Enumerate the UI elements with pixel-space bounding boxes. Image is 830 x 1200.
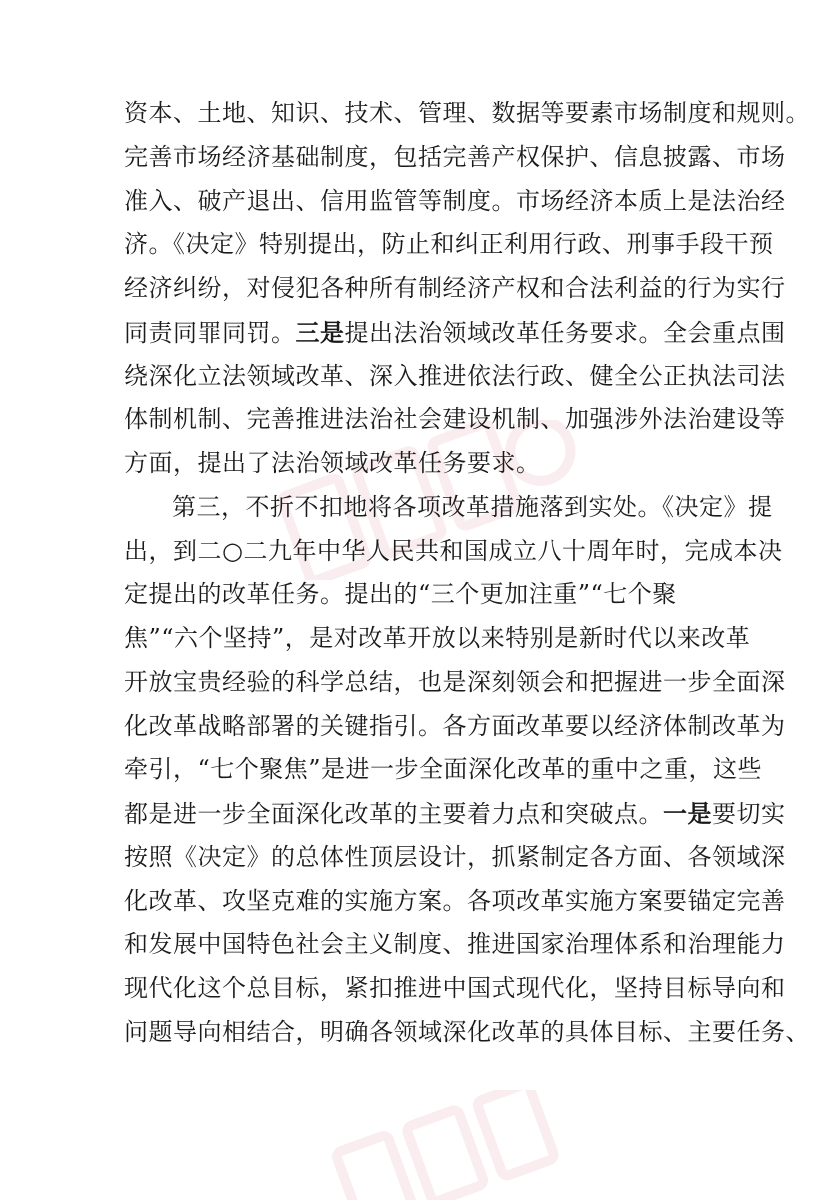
text-line: 资本、土地、知识、技术、管理、数据等要素市场制度和规则。 [124,99,810,127]
text-line: 准入、破产退出、信用监管等制度。市场经济本质上是法治经 [124,186,786,215]
text-line: 经济纠纷，对侵犯各种所有制经济产权和合法利益的行为实行 [124,274,786,302]
text-line: 绕深化立法领域改革、深入推进依法行政、健全公正执法司法 [124,361,786,390]
bold-marker-yi-shi: 一是 [663,799,712,828]
text-line: 完善市场经济基础制度，包括完善产权保护、信息披露、市场 [124,142,786,171]
text-line: 定提出的改革任务。提出的“三个更加注重”“七个聚 [124,580,677,609]
text-line: 按照《决定》的总体性顶层设计，抓紧制定各方面、各领域深 [124,842,786,871]
watermark-logo-bottom [310,1090,610,1200]
text-line: 化改革战略部署的关键指引。各方面改革要以经济体制改革为 [124,711,786,740]
text-line: 开放宝贵经验的科学总结，也是深刻领会和把握进一步全面深 [124,667,786,696]
text-line: 第三，不折不扣地将各项改革措施落到实处。《决定》提 [172,492,773,521]
text-line: 同责同罪同罚。三是提出法治领域改革任务要求。全会重点围 [124,317,786,347]
paragraph-2 [124,486,810,1055]
text-line: 出，到二○二九年中华人民共和国成立八十周年时，完成本决 [124,536,783,565]
text-line: 牵引，“七个聚焦”是进一步全面深化改革的重中之重，这些 [124,755,763,784]
text-line: 方面，提出了法治领域改革任务要求。 [124,449,541,477]
text-line: 都是进一步全面深化改革的主要着力点和突破点。一是要切实 [124,799,786,828]
text-line: 现代化这个总目标，紧扣推进中国式现代化，坚持目标导向和 [124,974,786,1002]
text-line: 体制机制、完善推进法治社会建设机制、加强涉外法治建设等 [124,405,786,434]
text-line: 问题导向相结合，明确各领域深化改革的具体目标、主要任务、 [124,1017,810,1046]
text-line: 济。《决定》特别提出，防止和纠正利用行政、刑事手段干预 [124,230,774,259]
document-page [124,92,810,1055]
text-line: 和发展中国特色社会主义制度、推进国家治理体系和治理能力 [124,930,786,959]
text-line: 焦”“六个坚持”，是对改革开放以来特别是新时代以来改革 [124,624,751,652]
bold-marker-san-shi: 三是 [295,317,345,347]
text-line: 化改革、攻坚克难的实施方案。各项改革实施方案要锚定完善 [124,886,786,915]
paragraph-1 [124,92,810,486]
